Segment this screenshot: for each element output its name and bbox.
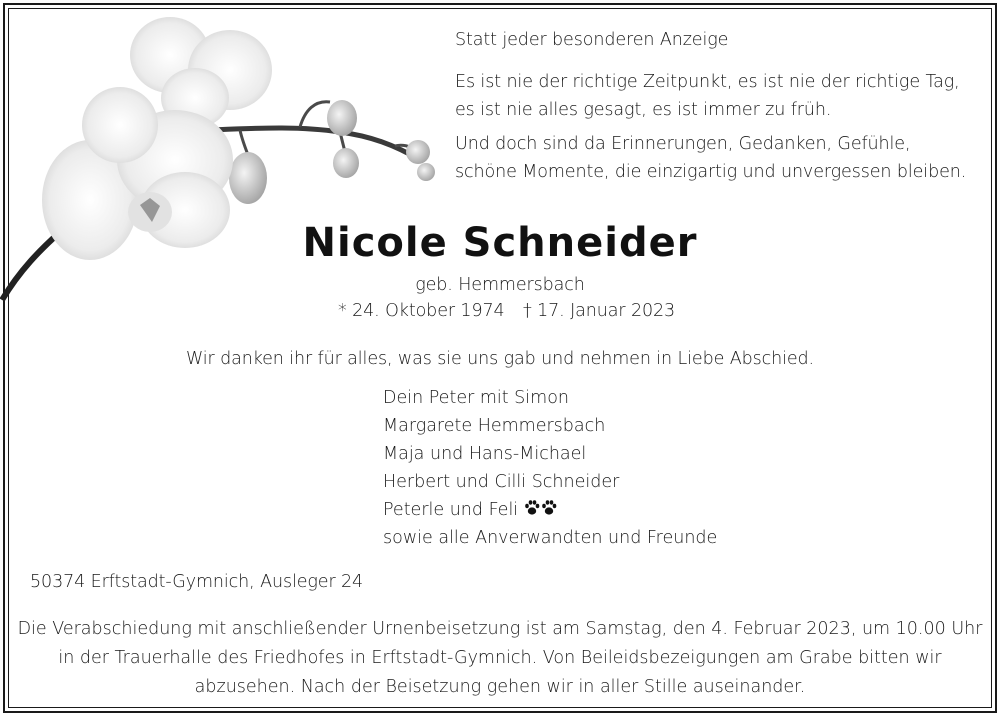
mourner-line-pets: [383, 496, 717, 524]
ceremony-line: Die Verabschiedung mit anschließender Urnenbeisetzung ist am Samstag, den 4. Februar 2023, um 10.00 Uhr: [17, 619, 983, 639]
maiden-name: geb. Hemmersbach: [415, 275, 585, 295]
thanks-line: Wir danken ihr für alles, was sie uns gab und nehmen in Liebe Abschied.: [185, 349, 815, 369]
verse-block-2: [455, 130, 966, 186]
ceremony-info: [0, 615, 1000, 702]
intro-line: Statt jeder besonderen Anzeige: [455, 30, 729, 50]
address: 50374 Erftstadt-Gymnich, Ausleger 24: [30, 572, 364, 592]
mourner-line: Dein Peter mit Simon: [383, 388, 569, 408]
deceased-name: Nicole Schneider: [302, 220, 698, 266]
mourner-line: Maja und Hans-Michael: [383, 444, 587, 464]
ceremony-line: in der Trauerhalle des Friedhofes in Erftstadt-Gymnich. Von Beileidsbezeigungen am Grabe bitten wir: [58, 648, 942, 668]
paw-prints-icon: [524, 498, 558, 526]
mourner-pets-label: Peterle und Feli: [383, 500, 519, 520]
mourners-list: [383, 384, 717, 552]
verse-line: Es ist nie der richtige Zeitpunkt, es ist nie der richtige Tag,: [455, 72, 960, 92]
birth-date: * 24. Oktober 1974: [338, 301, 505, 321]
death-date: † 17. Januar 2023: [523, 301, 676, 321]
mourner-line: Margarete Hemmersbach: [383, 416, 606, 436]
verse-line: es ist nie alles gesagt, es ist immer zu früh.: [455, 100, 832, 120]
ceremony-line: abzusehen. Nach der Beisetzung gehen wir in aller Stille auseinander.: [194, 677, 806, 697]
verse-line: schöne Momente, die einzigartig und unvergessen bleiben.: [455, 162, 967, 182]
mourner-line: sowie alle Anverwandten und Freunde: [383, 528, 718, 548]
verse-line: Und doch sind da Erinnerungen, Gedanken, Gefühle,: [455, 134, 911, 154]
verse-block-1: [455, 68, 960, 124]
mourner-line: Herbert und Cilli Schneider: [383, 472, 620, 492]
